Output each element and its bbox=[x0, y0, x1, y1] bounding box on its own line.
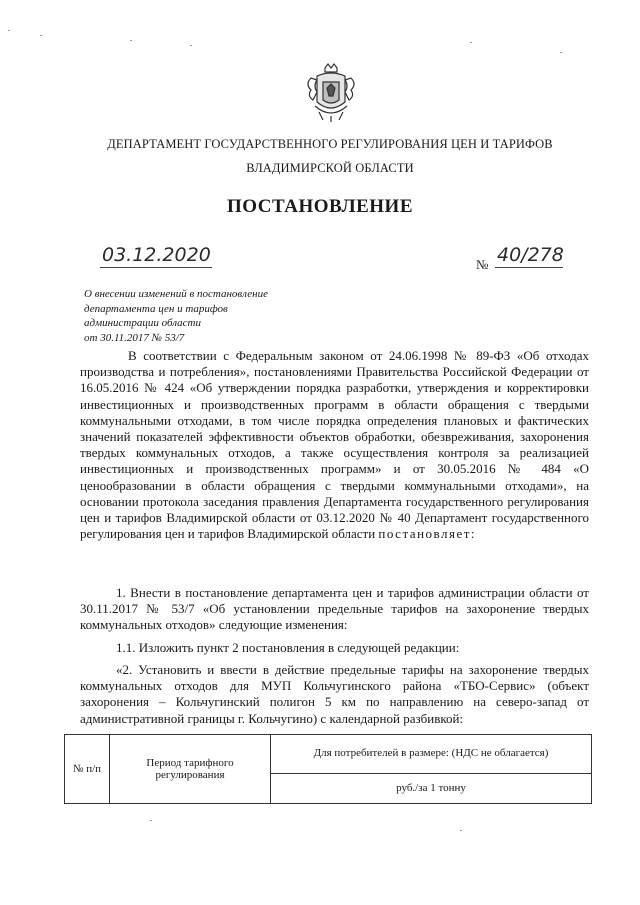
document-title: ПОСТАНОВЛЕНИЕ bbox=[226, 196, 414, 217]
scan-speck bbox=[8, 30, 10, 31]
col-period-header: Период тарифного регулирования bbox=[110, 735, 271, 804]
annotation-line: от 30.11.2017 № 53/7 bbox=[84, 331, 185, 344]
annotation-line: администрации области bbox=[84, 317, 201, 329]
scan-speck bbox=[460, 830, 462, 831]
department-name-line2: ВЛАДИМИРСКОЙ ОБЛАСТИ bbox=[246, 161, 414, 175]
scan-speck bbox=[40, 35, 42, 36]
preamble-text: В соответствии с Федеральным законом от 24.06.1998 № 89-ФЗ «Об отходах производства и потребления», постановлениями Правительства Российской Федерации от 16.05.2016 № 424 «Об утверждении порядка разработки, утверждения и корректировки инвестиционных и производственных программ в области обращения с твердыми коммунальными отходами, в том числе порядка определения плановых и фактических значений показателей эффективности объектов обработки, обезвреживания, захоронения твердых коммунальных отходов, а также осуществления контроля за реализацией инвестиционных и производственных программ» и от 30.05.2016 № 484 «О ценообразовании в области обращения с твердыми коммунальными отходами», на основании протокола заседания правления Департамента государственного регулирования цен и тарифов Владимирской области от 03.12.2020 № 40 Департамент государственного регулирования цен и тарифов Владимирской области bbox=[80, 348, 589, 542]
annotation-block bbox=[84, 287, 344, 345]
scan-speck bbox=[150, 820, 152, 821]
annotation-line: департамента цен и тарифов bbox=[84, 302, 228, 315]
document-date: 03.12.2020 bbox=[102, 244, 211, 266]
scan-speck bbox=[130, 40, 132, 41]
scan-speck bbox=[190, 45, 192, 46]
col-number-header: № п/п bbox=[65, 735, 110, 804]
coat-of-arms-icon bbox=[303, 62, 359, 124]
resolves-word: постановляет: bbox=[378, 526, 477, 542]
document-number: 40/278 bbox=[497, 244, 564, 266]
tariff-table bbox=[64, 734, 592, 804]
clause-2-text: «2. Установить и ввести в действие предельные тарифы на захоронение твердых коммунальных отходов для МУП Кольчугинского района «ТБО-Сервис» (объект захоронения – Кольчугинский полигон 5 км по направлению на северо-запад от административной границы г. Кольчугино) с календарной разбивкой: bbox=[80, 662, 589, 726]
department-name-line1: ДЕПАРТАМЕНТ ГОСУДАРСТВЕННОГО РЕГУЛИРОВАНИЯ ЦЕН И ТАРИФОВ bbox=[107, 137, 553, 151]
scan-speck bbox=[560, 52, 562, 53]
scan-speck bbox=[470, 42, 472, 43]
number-sign: № bbox=[476, 257, 489, 272]
clause-1: 1. Внести в постановление департамента цен и тарифов администрации области от 30.11.2017 № 53/7 «Об установлении предельные тарифов на захоронение твердых коммунальных отходов» следующие изменения: bbox=[80, 585, 589, 633]
clause-1-1: 1.1. Изложить пункт 2 постановления в следующей редакции: bbox=[116, 640, 460, 655]
annotation-line: О внесении изменений в постановление bbox=[84, 288, 268, 300]
number-underline bbox=[495, 267, 563, 268]
unit-cell: руб./за 1 тонну bbox=[271, 773, 592, 803]
col-consumers-header: Для потребителей в размере: (НДС не облагается) bbox=[271, 735, 592, 774]
date-underline bbox=[100, 267, 212, 268]
preamble-paragraph bbox=[80, 348, 589, 542]
